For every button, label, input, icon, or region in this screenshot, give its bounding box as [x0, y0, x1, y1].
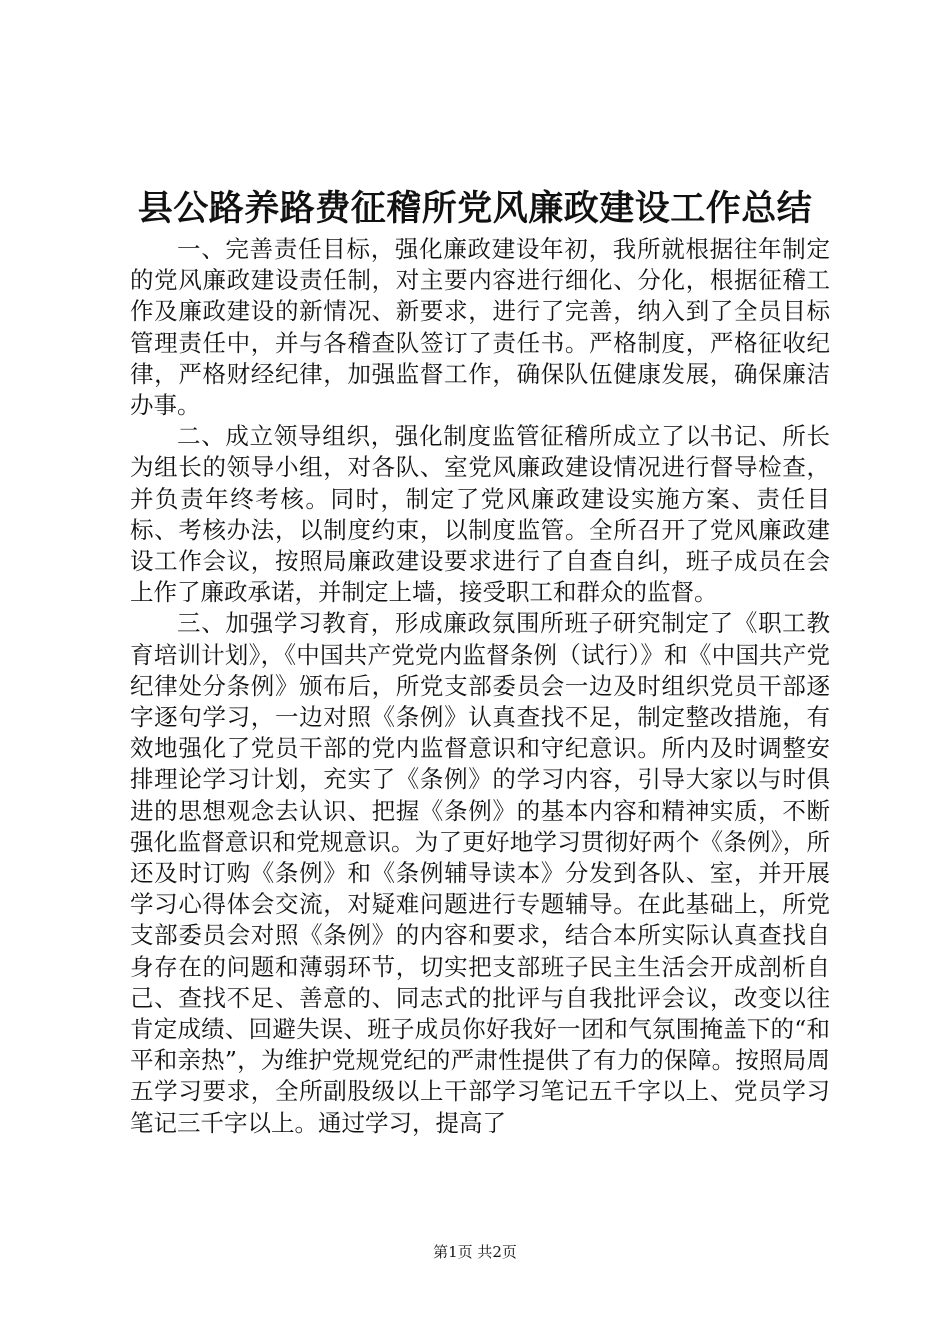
page-footer: 第1页 共2页: [433, 1243, 517, 1261]
paragraph-2: 二、成立领导组织，强化制度监管征稽所成立了以书记、所长为组长的领导小组，对各队、室党风廉政建设情况进行督导检查，并负责年终考核。同时，制定了党风廉政建设实施方案、责任目标、考核办法，以制度约束，以制度监管。全所召开了党风廉政建设工作会议，按照局廉政建设要求进行了自查自纠，班子成员在会上作了廉政承诺，并制定上墙，接受职工和群众的监督。: [130, 422, 830, 607]
paragraph-1: 一、完善责任目标，强化廉政建设年初，我所就根据往年制定的党风廉政建设责任制，对主要内容进行细化、分化，根据征稽工作及廉政建设的新情况、新要求，进行了完善，纳入到了全员目标管理责任中，并与各稽查队签订了责任书。严格制度，严格征收纪律，严格财经纪律，加强监督工作，确保队伍健康发展，确保廉洁办事。: [130, 235, 830, 420]
document-title: 县公路养路费征稽所党风廉政建设工作总结: [137, 188, 813, 229]
paragraph-3: 三、加强学习教育，形成廉政氛围所班子研究制定了《职工教育培训计划》，《中国共产党党内监督条例（试行）》和《中国共产党纪律处分条例》颁布后，所党支部委员会一边及时组织党员干部逐字逐句学习，一边对照《条例》认真查找不足，制定整改措施，有效地强化了党员干部的党内监督意识和守纪意识。所内及时调整安排理论学习计划，充实了《条例》的学习内容，引导大家以与时俱进的思想观念去认识、把握《条例》的基本内容和精神实质，不断强化监督意识和党规意识。为了更好地学习贯彻好两个《条例》，所还及时订购《条例》和《条例辅导读本》分发到各队、室，并开展学习心得体会交流，对疑难问题进行专题辅导。在此基础上，所党支部委员会对照《条例》的内容和要求，结合本所实际认真查找自身存在的问题和薄弱环节，切实把支部班子民主生活会开成剖析自己、查找不足、善意的、同志式的批评与自我批评会议，改变以往肯定成绩、回避失误、班子成员你好我好一团和气氛围掩盖下的“和平和亲热”，为维护党规党纪的严肃性提供了有力的保障。按照局周五学习要求，全所副股级以上干部学习笔记五千字以上、党员学习笔记三千字以上。通过学习，提高了: [130, 609, 830, 1137]
document-body: [130, 234, 830, 1139]
